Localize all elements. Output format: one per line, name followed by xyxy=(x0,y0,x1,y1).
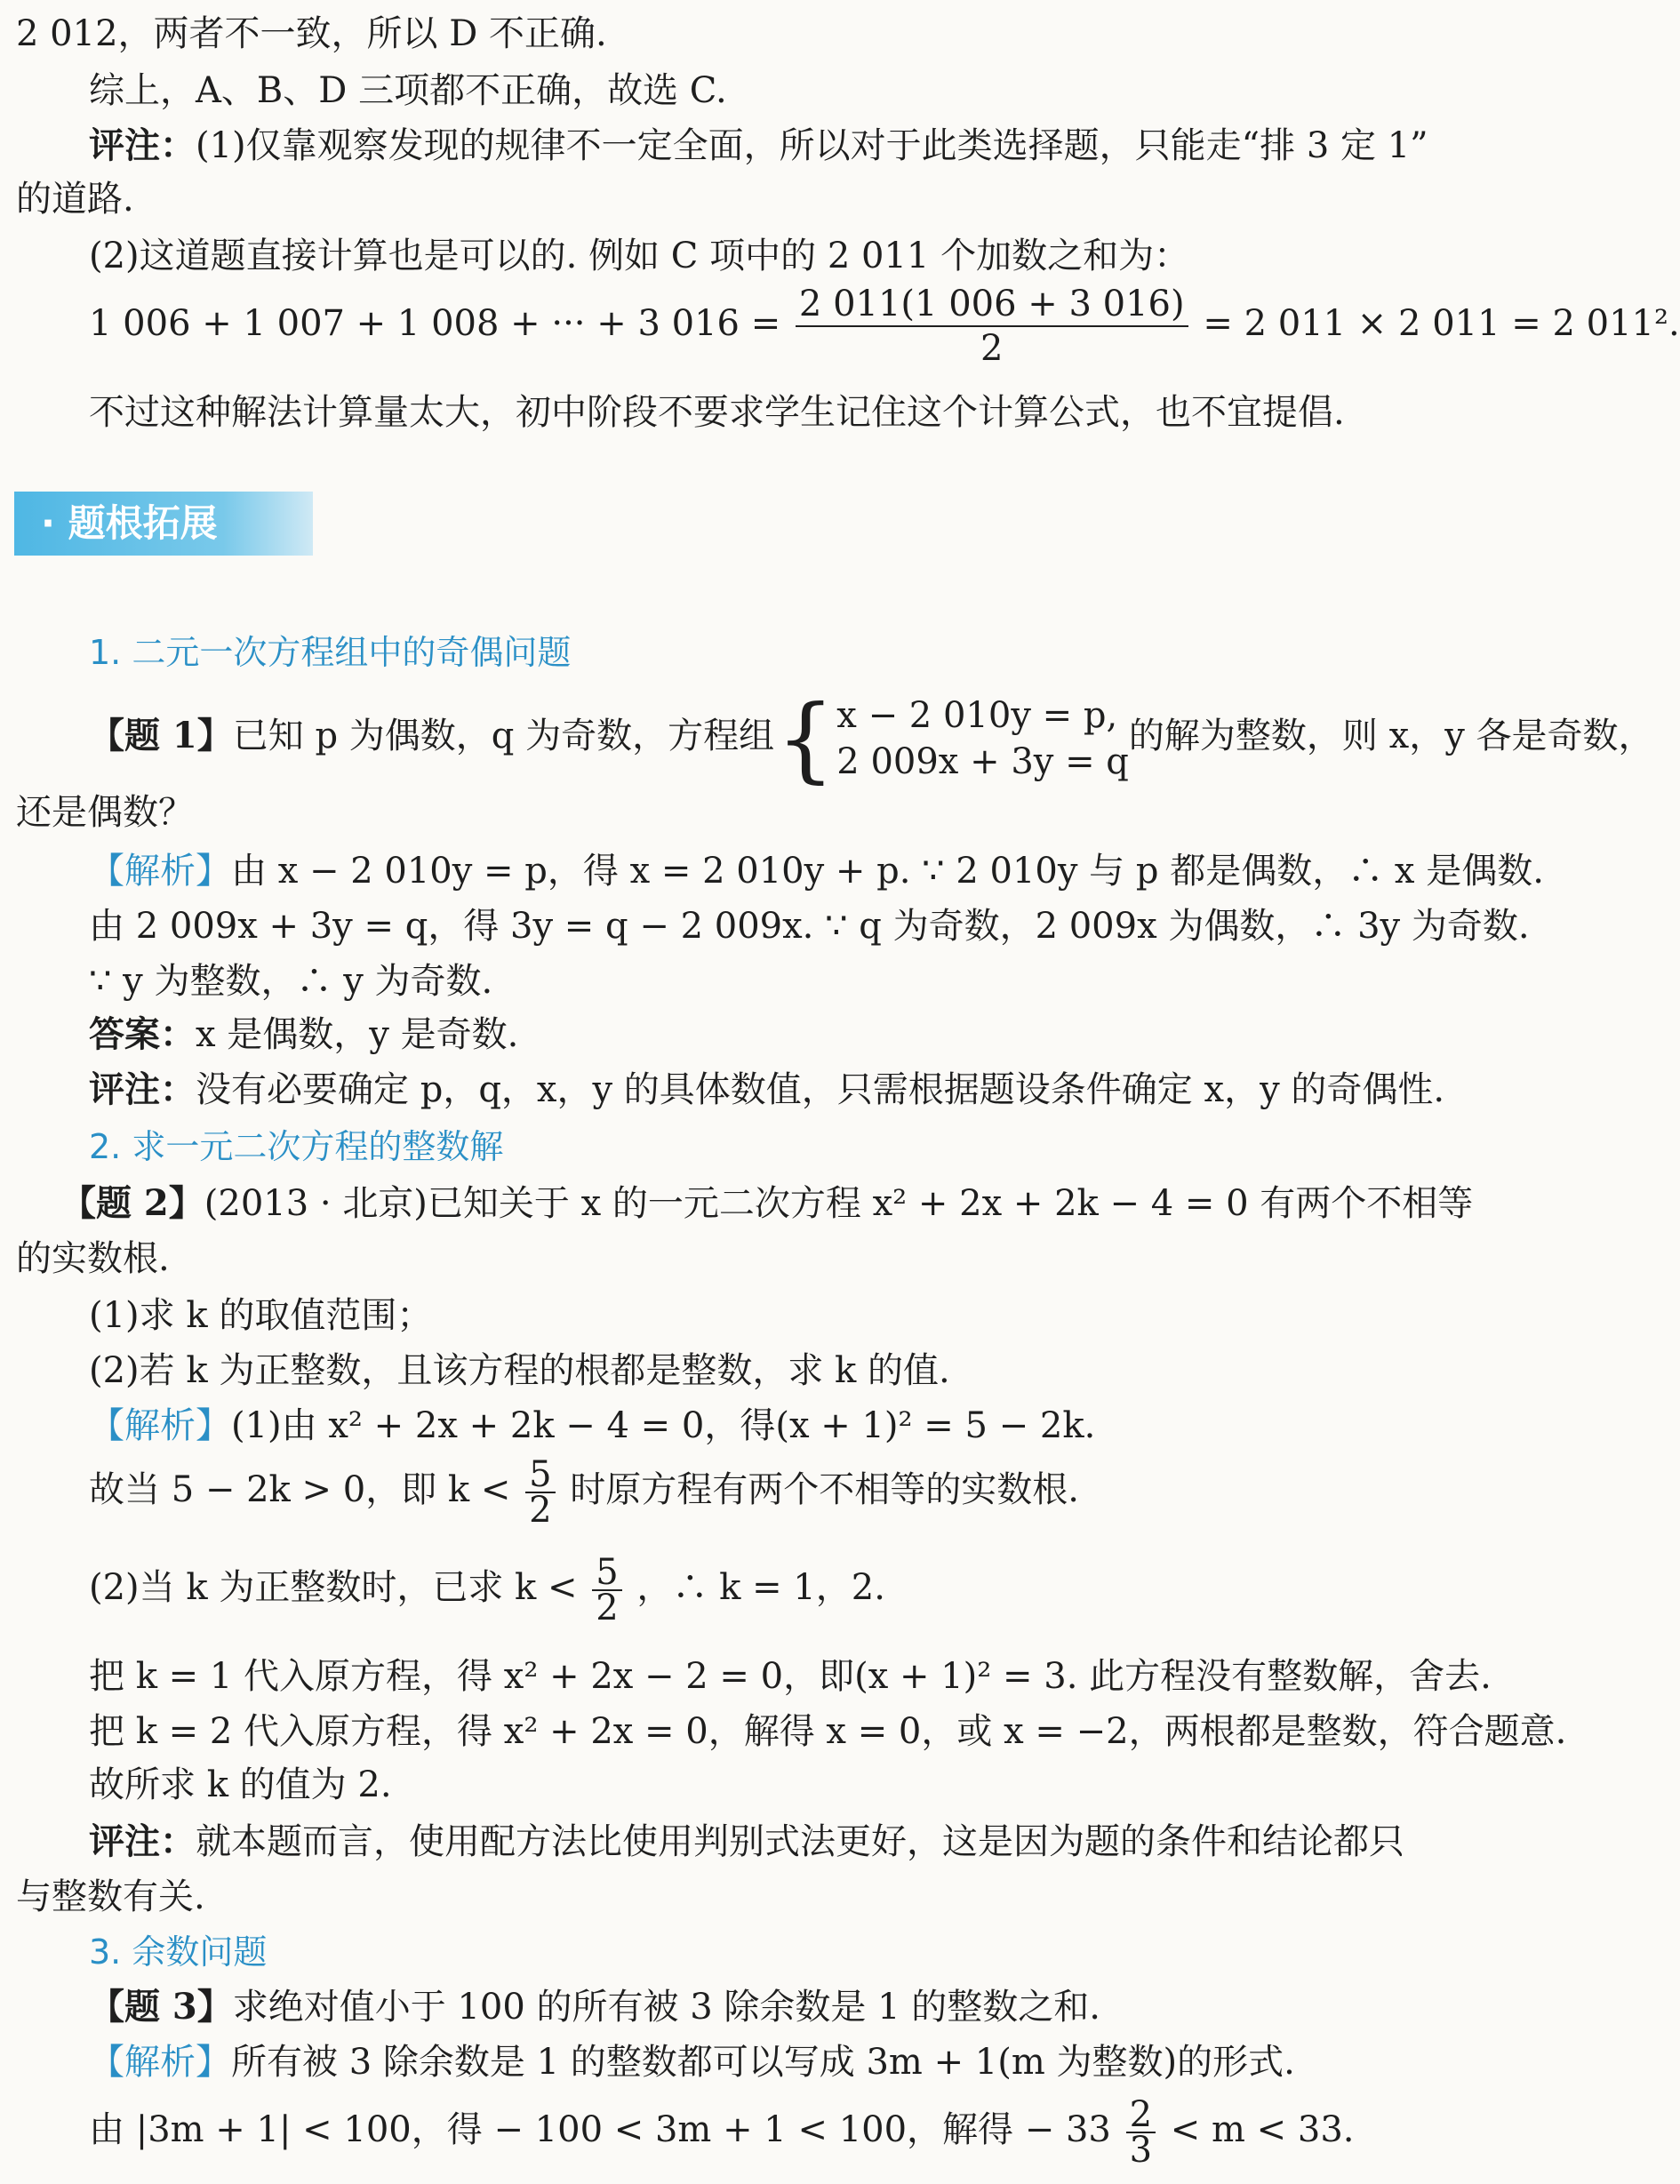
question-line xyxy=(60,1179,1473,1228)
formula-left: 1 006 + 1 007 + 1 008 + ··· + 3 016 = xyxy=(89,303,781,344)
fraction xyxy=(1126,2094,1156,2171)
question-label: 【题 3】 xyxy=(89,1986,233,2028)
solution-label: 【解析】 xyxy=(89,2042,231,2083)
text-line: 的实数根. xyxy=(16,1238,170,1279)
comment-text: 就本题而言，使用配方法比使用判别式法更好，这是因为题的条件和结论都只 xyxy=(196,1821,1404,1862)
text-line: 与整数有关. xyxy=(16,1876,205,1917)
fraction xyxy=(796,283,1188,370)
text-line: 由 2 009x + 3y = q，得 3y = q − 2 009x. ∵ q 为奇数，2 009x 为偶数，∴ 3y 为奇数. xyxy=(89,906,1530,947)
question-line xyxy=(89,1982,1100,2032)
comment-label: 评注： xyxy=(89,1068,196,1110)
text-segment: 时原方程有两个不相等的实数根. xyxy=(570,1469,1079,1510)
text-line: 把 k = 1 代入原方程，得 x² + 2x − 2 = 0，即(x + 1)² = 3. 此方程没有整数解，舍去. xyxy=(89,1656,1492,1697)
equation: x − 2 010y = p, xyxy=(836,695,1118,736)
comment-line xyxy=(89,1065,1444,1115)
comment-label: 评注： xyxy=(89,1820,196,1862)
text-line: (2)若 k 为正整数，且该方程的根都是整数，求 k 的值. xyxy=(89,1350,950,1391)
question-text: 已知 p 为偶数，q 为奇数，方程组 xyxy=(232,716,775,756)
solution-text: (1)由 x² + 2x + 2k − 4 = 0，得(x + 1)² = 5 − 2k. xyxy=(231,1405,1096,1446)
subsection-heading: 1. 二元一次方程组中的奇偶问题 xyxy=(89,633,572,672)
fraction xyxy=(525,1454,555,1531)
fraction-denominator: 3 xyxy=(1129,2130,1153,2171)
text-segment: 由 |3m + 1| < 100，得 − 100 < 3m + 1 < 100，解得 − 33 xyxy=(89,2109,1111,2150)
fraction-numerator: 2 xyxy=(1126,2098,1156,2133)
fraction-numerator: 5 xyxy=(592,1556,621,1591)
formula-line xyxy=(89,1552,885,1628)
solution-line xyxy=(89,2037,1295,2087)
text-line: 故所求 k 的值为 2. xyxy=(89,1764,392,1805)
fraction-denominator: 2 xyxy=(980,328,1004,369)
section-banner: · 题根拓展 xyxy=(14,492,313,556)
comment-line xyxy=(89,121,1428,171)
text-line: (2)这道题直接计算也是可以的. 例如 C 项中的 2 011 个加数之和为： xyxy=(89,236,1190,276)
solution-text: 由 x − 2 010y = p，得 x = 2 010y + p. ∵ 2 010y 与 p 都是偶数，∴ x 是偶数. xyxy=(231,851,1544,892)
solution-line xyxy=(89,1401,1095,1451)
question-label: 【题 2】 xyxy=(60,1182,204,1224)
solution-label: 【解析】 xyxy=(89,851,231,892)
fraction xyxy=(592,1552,621,1628)
comment-line xyxy=(89,1817,1404,1867)
formula-line xyxy=(89,1454,1079,1531)
solution-line xyxy=(89,846,1544,896)
fraction-denominator: 2 xyxy=(529,1490,552,1531)
subsection-heading: 3. 余数问题 xyxy=(89,1932,268,1972)
brace-icon: { xyxy=(776,684,836,793)
equation: 2 009x + 3y = q xyxy=(836,741,1129,782)
subsection-heading: 2. 求一元二次方程的整数解 xyxy=(89,1127,504,1166)
question-text: 求绝对值小于 100 的所有被 3 除余数是 1 的整数之和. xyxy=(232,1987,1101,2028)
answer-text: x 是偶数，y 是奇数. xyxy=(196,1014,519,1055)
text-segment: 故当 5 − 2k > 0，即 k < xyxy=(89,1469,511,1510)
text-line: ∵ y 为整数，∴ y 为奇数. xyxy=(89,961,493,1002)
formula-line xyxy=(89,283,1680,370)
question-line xyxy=(89,684,1654,793)
formula-line xyxy=(89,2094,1355,2171)
text-segment: < m < 33. xyxy=(1170,2109,1355,2150)
text-segment: ，∴ k = 1，2. xyxy=(636,1567,885,1608)
formula-right: = 2 011 × 2 011 = 2 011². xyxy=(1203,303,1680,344)
comment-text: (1)仅靠观察发现的规律不一定全面，所以对于此类选择题，只能走“排 3 定 1” xyxy=(196,125,1428,166)
text-line: 的道路. xyxy=(16,179,134,220)
text-line: (1)求 k 的取值范围； xyxy=(89,1295,433,1336)
answer-line xyxy=(89,1010,518,1060)
question-text: (2013 · 北京)已知关于 x 的一元二次方程 x² + 2x + 2k − 4 = 0 有两个不相等 xyxy=(204,1183,1474,1224)
fraction-denominator: 2 xyxy=(596,1588,619,1628)
solution-text: 所有被 3 除余数是 1 的整数都可以写成 3m + 1(m 为整数)的形式. xyxy=(231,2042,1295,2083)
fraction-numerator: 2 011(1 006 + 3 016) xyxy=(796,283,1188,327)
text-line: 2 012，两者不一致，所以 D 不正确. xyxy=(16,13,607,54)
solution-label: 【解析】 xyxy=(89,1405,231,1446)
comment-label: 评注： xyxy=(89,124,196,166)
question-text: 的解为整数，则 x，y 各是奇数， xyxy=(1128,716,1654,756)
text-segment: (2)当 k 为正整数时，已求 k < xyxy=(89,1567,578,1608)
answer-label: 答案： xyxy=(89,1013,196,1055)
fraction-numerator: 5 xyxy=(525,1458,555,1493)
text-line: 还是偶数？ xyxy=(16,792,194,833)
question-label: 【题 1】 xyxy=(89,715,233,756)
text-line: 不过这种解法计算量太大，初中阶段不要求学生记住这个计算公式，也不宜提倡. xyxy=(89,392,1345,433)
equation-system xyxy=(836,692,1129,785)
text-line: 把 k = 2 代入原方程，得 x² + 2x = 0，解得 x = 0，或 x = −2，两根都是整数，符合题意. xyxy=(89,1711,1567,1752)
text-line: 综上，A、B、D 三项都不正确，故选 C. xyxy=(89,70,727,111)
comment-text: 没有必要确定 p，q，x，y 的具体数值，只需根据题设条件确定 x，y 的奇偶性. xyxy=(196,1069,1445,1110)
